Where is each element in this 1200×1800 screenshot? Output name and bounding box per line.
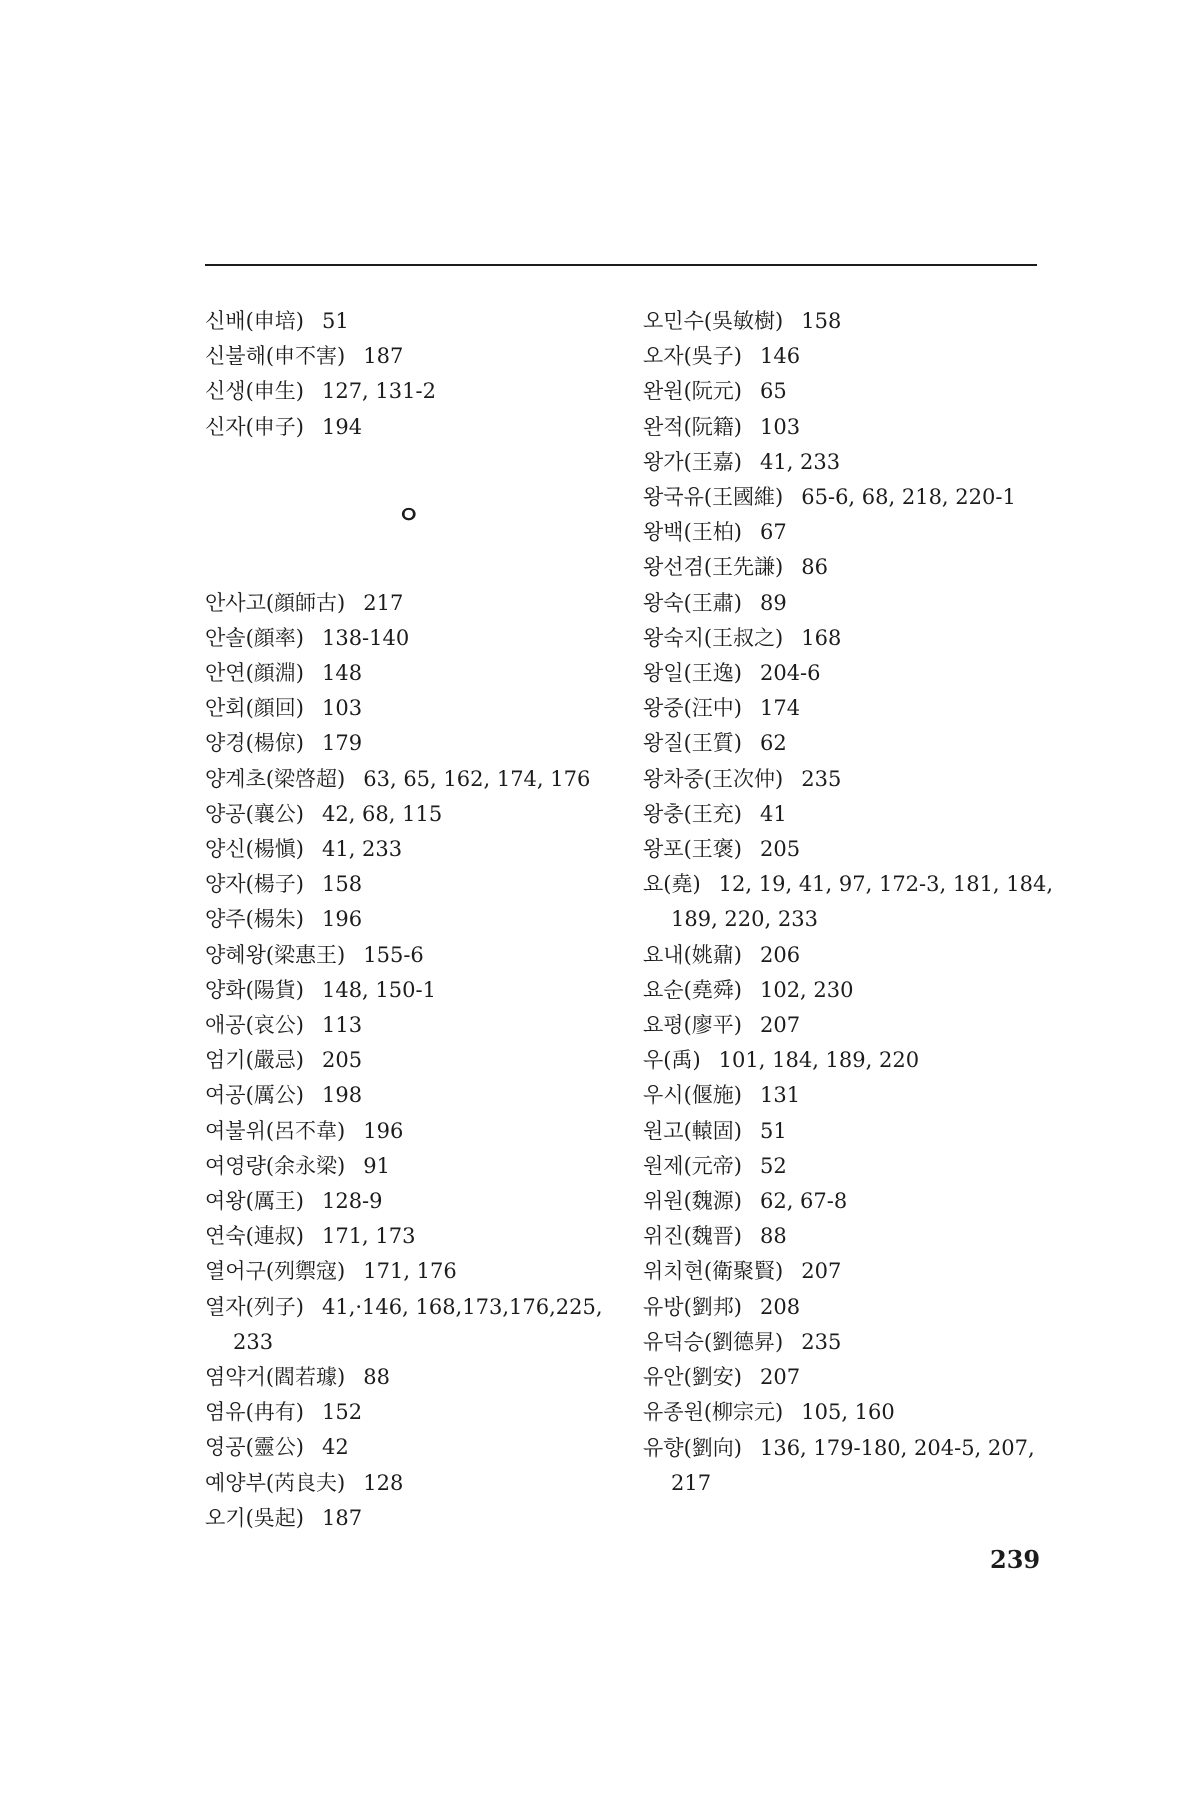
index-term: 안연(顔淵) <box>205 661 304 686</box>
index-term: 신자(申子) <box>205 414 304 439</box>
index-entry <box>643 1149 1063 1184</box>
index-entry <box>205 902 625 937</box>
index-entry <box>205 973 625 1008</box>
index-term: 유덕승(劉德昇) <box>643 1329 784 1354</box>
index-page-numbers: 174 <box>759 696 801 721</box>
index-page-numbers: 168 <box>801 625 842 650</box>
index-entry <box>205 797 625 832</box>
index-entry <box>205 691 625 726</box>
index-page-numbers: 52 <box>759 1153 787 1178</box>
index-page-numbers: 207 <box>759 1013 801 1038</box>
index-entry <box>205 656 625 691</box>
index-term: 안솔(顔率) <box>205 625 304 650</box>
index-term: 왕포(王褒) <box>643 837 742 862</box>
index-entry <box>643 1325 1063 1360</box>
index-entry <box>643 867 1063 937</box>
index-entry <box>205 1466 625 1501</box>
index-term: 요순(堯舜) <box>643 977 742 1002</box>
index-term: 안회(顔回) <box>205 696 304 721</box>
index-page-numbers: 51 <box>321 309 349 333</box>
index-term: 양화(陽貨) <box>205 977 304 1002</box>
index-term: 열어구(列禦寇) <box>205 1259 346 1284</box>
index-page-numbers: 205 <box>759 837 801 862</box>
index-entry <box>643 374 1063 409</box>
index-entry <box>205 726 625 761</box>
index-page-numbers: 128-9 <box>321 1189 383 1214</box>
index-page-numbers-continued: 189, 220, 233 <box>671 907 818 932</box>
index-page-numbers: 187 <box>321 1505 363 1530</box>
index-page-numbers: 62, 67-8 <box>759 1189 848 1214</box>
index-entry <box>205 1254 625 1289</box>
index-page-numbers: 89 <box>759 590 787 615</box>
index-term: 위진(魏晋) <box>643 1224 742 1249</box>
index-entry <box>205 586 625 621</box>
index-term: 요내(姚鼐) <box>643 942 742 967</box>
index-page-numbers: 65 <box>759 379 787 404</box>
index-term: 양혜왕(梁惠王) <box>205 942 346 967</box>
index-page-numbers: 65-6, 68, 218, 220-1 <box>801 485 1016 510</box>
index-page-numbers: 91 <box>363 1153 390 1178</box>
index-entry <box>643 1184 1063 1219</box>
index-term: 왕일(王逸) <box>643 661 742 686</box>
index-term: 안사고(顔師古) <box>205 590 346 615</box>
index-term: 왕가(王嘉) <box>643 449 742 474</box>
index-term: 양공(襄公) <box>205 801 304 826</box>
index-entry <box>643 797 1063 832</box>
index-entry <box>205 1395 625 1430</box>
index-term: 오자(吳子) <box>643 344 742 369</box>
index-term: 왕선겸(王先謙) <box>643 555 784 580</box>
index-page-numbers: 204-6 <box>759 661 821 686</box>
index-entry <box>205 1008 625 1043</box>
index-page-numbers: 63, 65, 162, 174, 176 <box>363 766 591 791</box>
index-entry <box>643 339 1063 374</box>
index-page-numbers: 105, 160 <box>801 1400 895 1425</box>
index-page-numbers: 148, 150-1 <box>321 977 436 1002</box>
index-entry <box>643 762 1063 797</box>
index-page-numbers: 196 <box>363 1118 404 1143</box>
index-term: 우(禹) <box>643 1048 701 1073</box>
index-page-numbers: 206 <box>759 942 801 967</box>
index-term: 염유(冉有) <box>205 1400 304 1425</box>
index-page-numbers: 158 <box>801 309 842 333</box>
index-entry <box>205 762 625 797</box>
index-entry <box>205 1360 625 1395</box>
index-term: 양계초(梁啓超) <box>205 766 346 791</box>
index-entry <box>205 339 625 374</box>
index-entry <box>205 1184 625 1219</box>
index-page-numbers: 194 <box>321 414 363 439</box>
index-entry <box>643 586 1063 621</box>
index-page-numbers-continued: 217 <box>671 1470 712 1495</box>
index-term: 우시(偃施) <box>643 1083 742 1108</box>
index-page-numbers: 41 <box>759 801 787 826</box>
index-page-numbers: 127, 131-2 <box>321 379 436 404</box>
index-page-numbers: 148 <box>321 661 363 686</box>
index-entry <box>643 832 1063 867</box>
index-term: 여왕(厲王) <box>205 1189 304 1214</box>
index-entry <box>643 1219 1063 1254</box>
index-page-numbers: 155-6 <box>363 942 424 967</box>
index-entry <box>643 1290 1063 1325</box>
index-term: 요(堯) <box>643 872 701 897</box>
index-term: 신생(申生) <box>205 379 304 404</box>
index-term: 애공(哀公) <box>205 1013 304 1038</box>
index-entry <box>205 1430 625 1465</box>
index-entry <box>205 410 625 445</box>
index-term: 엄기(嚴忌) <box>205 1048 304 1073</box>
index-term: 원고(轅固) <box>643 1118 742 1143</box>
index-entry <box>205 374 625 409</box>
index-page-numbers: 101, 184, 189, 220 <box>718 1048 920 1073</box>
index-page-numbers: 128 <box>363 1470 404 1495</box>
index-entry <box>205 1114 625 1149</box>
index-page-numbers: 198 <box>321 1083 363 1108</box>
index-term: 염약거(閻若璩) <box>205 1365 346 1390</box>
index-term: 신불해(申不害) <box>205 344 346 369</box>
index-entry <box>205 1043 625 1078</box>
index-page-numbers: 196 <box>321 907 363 932</box>
index-entry <box>643 726 1063 761</box>
index-column-left <box>205 304 625 1536</box>
index-page-numbers: 42 <box>321 1435 349 1460</box>
index-entry <box>205 304 625 339</box>
index-entry <box>205 621 625 656</box>
index-term: 왕차중(王次仲) <box>643 766 784 791</box>
index-entry <box>205 1501 625 1536</box>
index-entry <box>643 1043 1063 1078</box>
page-number: 239 <box>990 1545 1041 1574</box>
index-entry <box>643 410 1063 445</box>
index-entry <box>205 867 625 902</box>
index-page-numbers: 103 <box>759 414 801 439</box>
index-page-numbers: 207 <box>759 1365 801 1390</box>
index-term: 예양부(芮良夫) <box>205 1470 346 1495</box>
index-term: 양신(楊愼) <box>205 837 304 862</box>
index-term: 신배(申培) <box>205 309 304 333</box>
index-term: 왕숙(王肅) <box>643 590 742 615</box>
index-page-numbers: 152 <box>321 1400 363 1425</box>
index-page-numbers: 158 <box>321 872 363 897</box>
index-page-numbers-continued: 233 <box>233 1329 274 1354</box>
index-entry <box>643 515 1063 550</box>
index-page-numbers: 205 <box>321 1048 363 1073</box>
index-term: 오민수(吳敏樹) <box>643 309 784 333</box>
index-entry <box>643 304 1063 339</box>
index-page-numbers: 179 <box>321 731 363 756</box>
index-term: 여공(厲公) <box>205 1083 304 1108</box>
index-entry <box>643 1114 1063 1149</box>
index-term: 열자(列子) <box>205 1294 304 1319</box>
index-term: 왕숙지(王叔之) <box>643 625 784 650</box>
index-entry <box>643 938 1063 973</box>
index-page-numbers: 88 <box>363 1365 390 1390</box>
index-page-numbers: 86 <box>801 555 828 580</box>
index-term: 양자(楊子) <box>205 872 304 897</box>
index-term: 유종원(柳宗元) <box>643 1400 784 1425</box>
index-entry <box>643 691 1063 726</box>
index-entry <box>643 1078 1063 1113</box>
index-entry <box>643 973 1063 1008</box>
index-page-numbers: 207 <box>801 1259 842 1284</box>
index-entry <box>643 1254 1063 1289</box>
index-entry <box>643 1431 1063 1501</box>
index-entry <box>205 1290 625 1360</box>
index-term: 왕중(汪中) <box>643 696 742 721</box>
index-entry <box>205 1078 625 1113</box>
index-term: 양주(楊朱) <box>205 907 304 932</box>
index-page-numbers: 113 <box>321 1013 363 1038</box>
index-entry <box>643 480 1063 515</box>
index-term: 완적(阮籍) <box>643 414 742 439</box>
entry-list-after-section <box>205 586 625 1536</box>
index-term: 요평(廖平) <box>643 1013 742 1038</box>
index-page-numbers: 171, 173 <box>321 1224 416 1249</box>
index-term: 위치현(衛聚賢) <box>643 1259 784 1284</box>
header-rule <box>205 264 1037 266</box>
index-page-numbers: 42, 68, 115 <box>321 801 443 826</box>
index-term: 여불위(呂不韋) <box>205 1118 346 1143</box>
index-entry <box>643 1360 1063 1395</box>
index-entry <box>643 1008 1063 1043</box>
index-entry <box>643 656 1063 691</box>
index-entry <box>643 1395 1063 1430</box>
index-page-numbers: 41, 233 <box>321 837 403 862</box>
index-term: 왕국유(王國維) <box>643 485 784 510</box>
index-term: 유안(劉安) <box>643 1365 742 1390</box>
index-page-numbers: 131 <box>759 1083 801 1108</box>
index-entry <box>643 621 1063 656</box>
index-term: 유향(劉向) <box>643 1435 742 1460</box>
index-page-numbers: 138-140 <box>321 625 410 650</box>
section-letter-ieung: ㅇ <box>397 499 421 529</box>
index-column-right <box>643 304 1063 1501</box>
index-page-numbers: 51 <box>759 1118 787 1143</box>
index-page-numbers: 41,·146, 168,173,176,225, <box>321 1294 603 1319</box>
index-term: 왕질(王質) <box>643 731 742 756</box>
index-entry <box>643 445 1063 480</box>
index-entry <box>205 832 625 867</box>
index-term: 양경(楊倞) <box>205 731 304 756</box>
index-term: 유방(劉邦) <box>643 1294 742 1319</box>
index-page-numbers: 62 <box>759 731 787 756</box>
index-entry <box>205 938 625 973</box>
index-term: 오기(吳起) <box>205 1505 304 1530</box>
index-page-numbers: 235 <box>801 1329 842 1354</box>
index-term: 완원(阮元) <box>643 379 742 404</box>
index-page-numbers: 88 <box>759 1224 787 1249</box>
index-entry <box>205 1219 625 1254</box>
index-page-numbers: 208 <box>759 1294 801 1319</box>
index-page-numbers: 187 <box>363 344 404 369</box>
index-term: 원제(元帝) <box>643 1153 742 1178</box>
index-page-numbers: 235 <box>801 766 842 791</box>
index-term: 연숙(連叔) <box>205 1224 304 1249</box>
index-term: 위원(魏源) <box>643 1189 742 1214</box>
entry-list-before-section <box>205 304 625 445</box>
index-entry <box>643 550 1063 585</box>
index-term: 여영량(余永梁) <box>205 1153 346 1178</box>
index-term: 왕충(王充) <box>643 801 742 826</box>
index-page-numbers: 41, 233 <box>759 449 841 474</box>
index-entry <box>205 1149 625 1184</box>
index-page-numbers: 146 <box>759 344 801 369</box>
index-term: 왕백(王柏) <box>643 520 742 545</box>
index-page-numbers: 102, 230 <box>759 977 854 1002</box>
index-page-numbers: 67 <box>759 520 787 545</box>
index-page-numbers: 171, 176 <box>363 1259 457 1284</box>
index-page-numbers: 136, 179-180, 204-5, 207, <box>759 1435 1035 1460</box>
index-page-numbers: 103 <box>321 696 363 721</box>
index-term: 영공(靈公) <box>205 1435 304 1460</box>
index-page-numbers: 12, 19, 41, 97, 172-3, 181, 184, <box>718 872 1054 897</box>
index-page-numbers: 217 <box>363 590 404 615</box>
